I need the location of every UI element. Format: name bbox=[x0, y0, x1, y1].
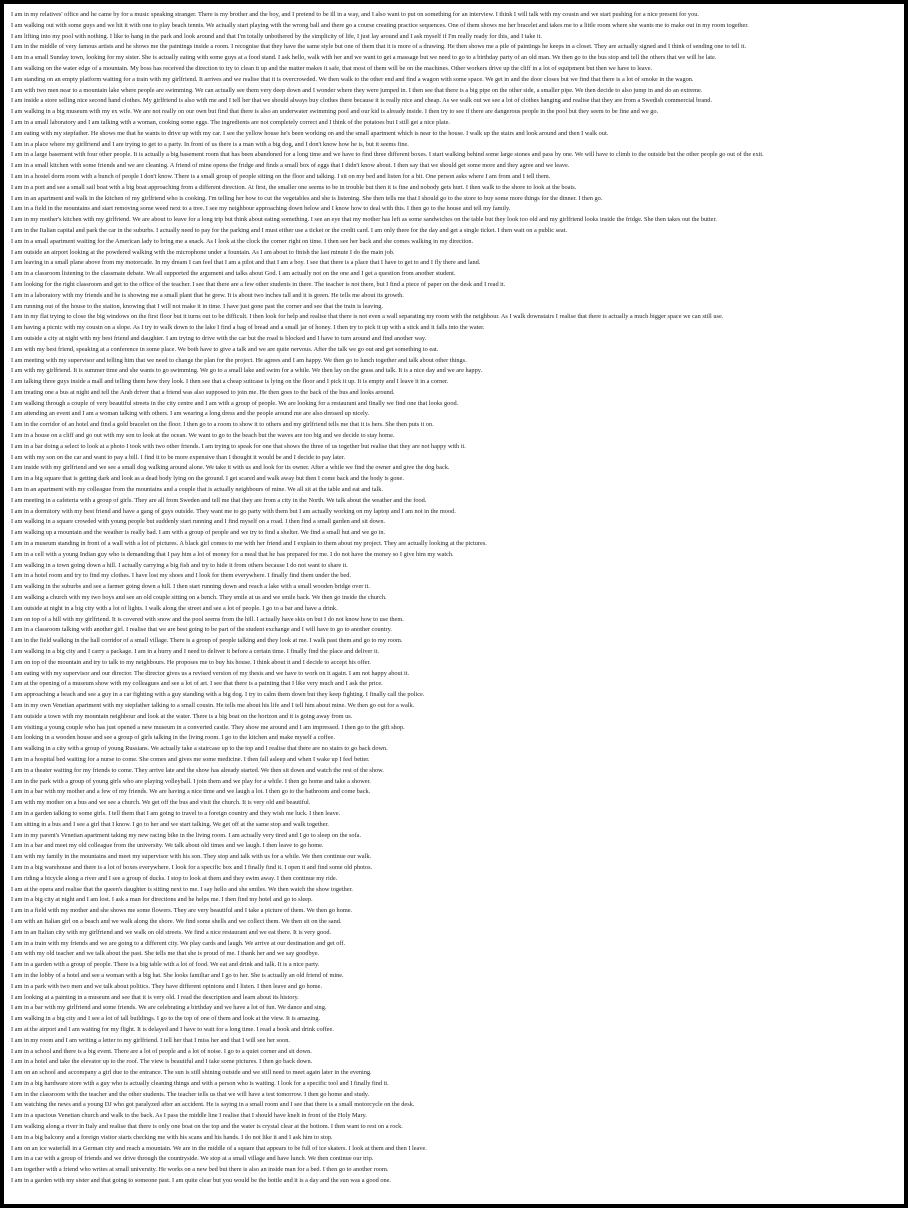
text-line: I am riding a bicycle along a river and I see a group of ducks. I stop to look at them and they swim away. I then continue my ride. bbox=[11, 874, 338, 882]
text-line: I am in a big warehouse and there is a lot of boxes everywhere. I look for a specific box and I finally find it. I open it and find some old photos. bbox=[11, 863, 373, 871]
text-line: I am inside with my girlfriend and we see a small dog walking around alone. We take it with us and look for its owner. After a while we find the owner and give the dog back. bbox=[11, 464, 450, 472]
text-line: I am in a big balcony and a foreign visitor starts checking me with his scans and his hands. I do not like it and I ask him to stop. bbox=[11, 1133, 333, 1141]
text-line: I am at the airport and I am waiting for my flight. It is delayed and I have to wait for a long time. I read a book and drink coffee. bbox=[11, 1025, 334, 1033]
text-line: I am in a car with a group of friends and we drive through the countryside. We stop at a small village and have lunch. We then continue our trip. bbox=[11, 1155, 374, 1163]
text-line: I am walking in a big museum with my ex wife. We are not really on our own but find that there is also an underwater swimming pool and our kid is already inside. I then try to see if there are dangerous people in the pool but they seem to be fine and we go. bbox=[11, 108, 659, 116]
text-line: I am in my mother's kitchen with my girlfriend. We are about to leave for a long trip but think about eating something. I see an eye that my mother has left as some sandwiches on the table but they look too old and my girlfriend looks inside the fridge. She then takes out the butter. bbox=[11, 216, 717, 224]
text-line: I am walking in a big city and I see a lot of tall buildings. I go to the top of one of them and look at the view. It is amazing. bbox=[11, 1015, 321, 1023]
text-line: I am with an Italian girl on a beach and we walk along the shore. We find some shells and we collect them. We then sit on the sand. bbox=[11, 917, 342, 925]
text-line: I am in the middle of very famous artists and he shows me the paintings inside a room. I recognise that they have the same style but one of them that it is more of a drawing. He then shows me a pile of paintings he keeps in a closet. They are actually signed and I think of sending one to tell it. bbox=[11, 43, 747, 51]
text-line: I am outside an airport looking at the powdered walking with the microphone under a fountain. As I am about to finish the last minute I do the main job. bbox=[11, 248, 395, 256]
document-body bbox=[11, 10, 907, 1206]
text-line: I am in my parent's Venetian apartment taking my new racing bike in the living room. I am actually very tired and I go to sleep on the sofa. bbox=[11, 831, 362, 839]
text-line: I am in the park with a group of young girls who are playing volleyball. I join them and we play for a while. I then go home and take a shower. bbox=[11, 777, 371, 785]
text-line: I am walking in the suburbs and see a farmer going down a hill. I then start running down and reach a lake with a small wooden bridge over it. bbox=[11, 583, 370, 591]
text-line: I am with my family in the mountains and meet my supervisor with his son. They stop and talk with us for a while. We then continue our walk. bbox=[11, 853, 372, 861]
text-line: I am in my flat trying to close the big windows on the first floor but it turns out to be difficult. I then look for help and realise that there is not even a wall separating my room with the neighbour. As I walk downstairs I realise that there is actually a much bigger space we can still use. bbox=[11, 313, 724, 321]
text-line: I am on an ice waterfall in a German city and reach a mountain. We are in the middle of a square that appears to be full of ice skaters. I look at them and then I leave. bbox=[11, 1144, 427, 1152]
text-line: I am on an school and accompany a girl due to the entrance. The sun is still shining outside and we still need to meet again later in the evening. bbox=[11, 1069, 372, 1077]
text-line: I am outside at night in a big city with a lot of lights. I walk along the street and see a lot of people. I go to a bar and have a drink. bbox=[11, 604, 338, 612]
text-line: I am walking through a couple of very beautiful streets in the city centre and I am with a group of people. We are looking for a restaurant and finally we find one that looks good. bbox=[11, 399, 459, 407]
text-line: I am meeting with my supervisor and telling him that we need to change the plan for the project. He agrees and I am happy. We then go to lunch together and talk about other things. bbox=[11, 356, 467, 364]
text-line: I am in a train with my friends and we are going to a different city. We play cards and laugh. We arrive at our destination and get off. bbox=[11, 939, 346, 947]
text-line: I am in a garden talking to some girls. I tell them that I am going to travel to a foreign country and they wish me luck. I then leave. bbox=[11, 809, 341, 817]
text-line: I am walking in a big city and I carry a package. I am in a hurry and I need to deliver it before a certain time. I finally find the place and deliver it. bbox=[11, 648, 380, 656]
text-line: I am with my son on the car and want to pay a bill. I find it to be more expensive than I thought it would be and I decide to pay later. bbox=[11, 453, 345, 461]
text-line: I am in a bar doing a select to look at a photo I took with two other friends. I am trying to speak for one that shows the three of us together but realise that they are not happy with it. bbox=[11, 442, 466, 450]
text-line: I am in an apartment and walk in the kitchen of my girlfriend who is cooking. I'm telling her how to cut the vegetables and she is listening. She then tells me that I should go to the store to buy some more things for the dinner. I then go. bbox=[11, 194, 603, 202]
text-line: I am in a hotel and take the elevator up to the roof. The view is beautiful and I take some pictures. I then go back down. bbox=[11, 1058, 313, 1066]
text-line: I am walking on the water edge of a mountain. My boss has received the direction to try to clean it up and the matter makes it safe, that most of them will be on the machines. Other workers drive up the cliff in a lot of equipment but then we have to leave. bbox=[11, 64, 653, 72]
text-line: I am together with a friend who writes at small university. He works on a new bed but there is also an inside man for a bed. I then go to another room. bbox=[11, 1166, 389, 1174]
text-line: I am in a spacious Venetian church and walk to the back. As I pass the middle line I realise that I should have knelt in front of the Holy Mary. bbox=[11, 1112, 367, 1120]
text-line: I am in a dormitory with my best friend and have a gang of guys outside. They want me to go party with them but I am actually working on my laptop and I am not in the mood. bbox=[11, 507, 456, 515]
text-line: I am in a small kitchen with some friends and we are cleaning. A friend of mine opens the fridge and finds a small box of eggs that I didn't know about. I then say that we should get some more and they agree and we leave. bbox=[11, 162, 570, 170]
text-line: I am in a park with two men and we talk about politics. They have different opinions and I listen. I then leave and go home. bbox=[11, 982, 323, 990]
text-line: I am with my mother on a bus and we see a church. We get off the bus and visit the church. It is very old and beautiful. bbox=[11, 799, 311, 807]
text-line: I am attending an event and I am a woman talking with others. I am wearing a long dress and the people around me are also dressed up nicely. bbox=[11, 410, 370, 418]
text-line: I am in a hotel room and try to find my clothes. I have lost my shoes and I look for them everywhere. I finally find them under the bed. bbox=[11, 572, 351, 580]
text-line: I am in a small laboratory and I am talking with a woman, cooking some eggs. The ingredients are not completely correct and I think of the potatoes but I still get a nice plate. bbox=[11, 118, 450, 126]
text-line: I am in a garden with a group of people. There is a big table with a lot of food. We eat and drink and talk. It is a nice party. bbox=[11, 961, 320, 969]
text-line: I am in the classroom with the teacher and the other students. The teacher tells us that we will have a test tomorrow. I then go home and study. bbox=[11, 1090, 370, 1098]
text-line: I am in a house on a cliff and go out with my son to look at the ocean. We want to go to the beach but the waves are too big and we decide to stay home. bbox=[11, 432, 395, 440]
text-line: I am running out of the house to the station, knowing that I will not make it in time. I have just gone past the corner and see that the train is leaving. bbox=[11, 302, 383, 310]
text-line: I am outside a city at night with my best friend and daughter. I am trying to drive with the car but the road is blocked and I have to turn around and find another way. bbox=[11, 334, 427, 342]
text-line: I am walking out with some guys and we hit it with one to play beach tennis. We actually start playing with the wrong ball and there go a course creating practice sequences. One of them shows me her bracelet and takes me to a little room where she wants me to make out in my room together. bbox=[11, 21, 749, 29]
text-line: I am in a small apartment waiting for the American lady to bring me a snack. As I look at the clock the corner right on time. I then see her back and she comes walking in my direction. bbox=[11, 237, 474, 245]
text-line: I am eating with my supervisor and our director. The director gives us a revised version of my thesis and we have to work on it again. I am not happy about it. bbox=[11, 669, 410, 677]
text-line: I am walking in a city with a group of young Russians. We actually take a staircase up to the top and I realise that there are no stairs to go back down. bbox=[11, 745, 388, 753]
text-line: I am in a field in the mountains and start removing some weed next to a tree. I see my neighbour approaching down below and I know how to deal with this. I then go to the house and tell my family. bbox=[11, 205, 511, 213]
text-line: I am with my best friend, speaking at a conference in some place. We both have to give a talk and we are quite nervous. After the talk we go out and get something to eat. bbox=[11, 345, 439, 353]
text-line: I am in a port and see a small sail boat with a big boat approaching from a different direction. At first, the smaller one seems to be in trouble but then it is fine and nobody gets hurt. I then walk to the shore to look at the boats. bbox=[11, 183, 577, 191]
text-line: I am in a big hardware store with a guy who is actually cleaning things and with a person who is waiting. I look for a specific tool and I finally find it. bbox=[11, 1079, 389, 1087]
text-line: I am in a field with my mother and she shows me some flowers. They are very beautiful and I take a picture of them. We then go home. bbox=[11, 907, 353, 915]
text-line: I am lifting into my pool with nothing. I like to hang in the park and look around and that I'm totally unbothered by the simplicity of life, I just lay around and I ask myself if I'm really ready for this, and I take it. bbox=[11, 32, 542, 40]
text-line: I am walking in a square crowded with young people but suddenly start running and I find myself on a road. I then find a small garden and sit down. bbox=[11, 518, 386, 526]
text-line: I am on top of the mountain and try to talk to my neighbours. He proposes me to buy his house. I think about it and I decide to accept his offer. bbox=[11, 658, 371, 666]
text-line: I am sitting in a bus and I see a girl that I know. I go to her and we start talking. We get off at the same stop and walk together. bbox=[11, 820, 329, 828]
text-line: I am on top of a hill with my girlfriend. It is covered with snow and the pool seems from the hill. I actually have skis on but I do not know how to use them. bbox=[11, 615, 404, 623]
text-line: I am watching the news and a young DJ who got paralyzed after an accident. He is saying in a small room and I see that there is a small motorcycle on the desk. bbox=[11, 1101, 415, 1109]
text-line: I am at the opera and realise that the queen's daughter is sitting next to me. I say hello and she smiles. We then watch the show together. bbox=[11, 885, 353, 893]
text-line: I am eating with my stepfather. He shows me that he wants to drive up with my car. I see the yellow house he's been working on and the small apartment which is near to the house. I walk up the stairs and look around and then I walk out. bbox=[11, 129, 609, 137]
text-line: I am looking at a painting in a museum and see that it is very old. I read the description and learn about its history. bbox=[11, 993, 299, 1001]
text-line: I am in a hospital bed waiting for a nurse to come. She comes and gives me some medicine. I then fall asleep and when I wake up I feel better. bbox=[11, 755, 370, 763]
text-line: I am in a bar and meet my old colleague from the university. We talk about old times and we laugh. I then leave to go home. bbox=[11, 842, 324, 850]
text-line: I am in a small Sunday town, looking for my sister. She is actually eating with some guys at a food stand. I ask hello, walk with her and we want to get a massage but we need to go to a birthday party of an old man. We then go to the bus stop and tell the others that we will be late. bbox=[11, 54, 717, 62]
text-line: I am in a classroom listening to the classmate debate. We all supported the argument and talks about God. I am actually not on the one and I get a question from another student. bbox=[11, 270, 456, 278]
text-line: I am standing on an empty platform waiting for a train with my girlfriend. It arrives and we realise that it is overcrowded. We then walk to the other end and find a wagon with some space. We get in and the door closes but we find that there is a lot of smoke in the wagon. bbox=[11, 75, 694, 83]
text-line: I am in a bar with my mother and a few of my friends. We are having a nice time and we laugh a lot. I then go to the bathroom and come back. bbox=[11, 788, 371, 796]
text-line: I am in an apartment with my colleague from the mountains and a couple that is actually neighbours of mine. We all sit at the table and eat and talk. bbox=[11, 486, 384, 494]
text-line: I am in a place where my girlfriend and I are trying to get to a party. In front of us there is a man with a big dog, and I don't know how he is, but it seems fine. bbox=[11, 140, 409, 148]
text-line: I am in a theater waiting for my friends to come. They arrive late and the show has already started. We then sit down and watch the rest of the show. bbox=[11, 766, 384, 774]
text-line: I am in a school and there is a big event. There are a lot of people and a lot of noise. I go to a quiet corner and sit down. bbox=[11, 1047, 312, 1055]
text-line: I am in my relatives' office and he came by for a music speaking stranger. There is my brother and the boy, and I pretend to be ill in a way, and I also want to put on something for an interview. I think I will talk with my cousin and we start pushing for a nice present for you. bbox=[11, 11, 699, 18]
text-line: I am walking up a mountain and the weather is really bad. I am with a group of people and we try to find a shelter. We find a small hut and we go in. bbox=[11, 529, 386, 537]
text-line: I am looking in a wooden house and see a group of girls talking in the living room. I go to the kitchen and make myself a coffee. bbox=[11, 734, 335, 742]
text-line: I am at the opening of a museum show with my colleagues and see a lot of art. I see that there is a painting that I like very much and I ask the price. bbox=[11, 680, 383, 688]
text-line: I am in the lobby of a hotel and see a woman with a big hat. She looks familiar and I go to her. She is actually an old friend of mine. bbox=[11, 971, 344, 979]
text-line: I am in my own Venetian apartment with my stepfather talking to a small cousin. He tells me about his life and I tell him about mine. We then go out for a walk. bbox=[11, 702, 415, 709]
text-line: I am in a museum standing in front of a wall with a lot of pictures. A black girl comes to me with her friend and I explain to them about my project. They are actually looking at the pictures. bbox=[11, 540, 487, 548]
text-line: I am in a classroom talking with another girl. I realise that we are best going to be part of the student exchange and I will have to go to another country. bbox=[11, 626, 392, 634]
text-line: I am in a laboratory with my friends and he is showing me a small plant that he grew. It is about two inches tall and it is green. He tells me about its growth. bbox=[11, 291, 404, 299]
text-line: I am treating one a bus at night and tell the Arab driver that a friend was also supposed to join me. He then goes to the back of the bus and looks around. bbox=[11, 388, 395, 396]
text-line: I am in the field walking in the hall corridor of a small village. There is a group of people talking and they look at me. I walk past them and go to my room. bbox=[11, 637, 403, 645]
text-line: I am in an Italian city with my girlfriend and we walk on old streets. We find a nice restaurant and we eat there. It is very good. bbox=[11, 928, 332, 936]
text-line: I am in the corridor of an hotel and find a gold bracelet on the floor. I then go to a room to show it to others and my girlfriend tells me that it is hers. She then puts it on. bbox=[11, 421, 434, 429]
text-line: I am walking a church with my two boys and see an old couple sitting on a bench. They smile at us and we smile back. We then go inside the church. bbox=[11, 594, 387, 602]
text-line: I am talking three guys inside a mall and telling them how they look. I then see that a cheap suitcase is lying on the floor and I pick it up. It is empty and I leave it in a corner. bbox=[11, 378, 449, 386]
text-line: I am outside a town with my mountain neighbour and look at the water. There is a big boat on the horizon and it is going away from us. bbox=[11, 712, 353, 720]
text-line: I am in the Italian capital and park the car in the suburbs. I actually need to pay for the parking and I must either use a ticket or the credit card. I am only there for the day and get a single ticket. I then wait on a public seat. bbox=[11, 226, 568, 234]
text-line: I am with two men near to a mountain lake where people are swimming. We can actually see them very deep down and I wonder where they were jumped in. I then see that there is a big pipe on the other side, a smaller pipe. We then decide to also jump in and do an extreme. bbox=[11, 86, 703, 94]
text-line: I am in a cell with a young Indian guy who is demanding that I pay him a lot of money for a meal that he has prepared for me. I do not have the money so I give him my watch. bbox=[11, 550, 454, 558]
text-line: I am walking along a river in Italy and realise that there is only one boat on the top and the water is crystal clear at the bottom. I then want to rest on a rock. bbox=[11, 1123, 403, 1131]
text-line: I am walking in a town going down a hill. I actually carrying a big fish and try to hide it from others because I do not want to share it. bbox=[11, 561, 348, 569]
text-line: I am with my old teacher and we talk about the past. She tells me that she is proud of me. I thank her and we say goodbye. bbox=[11, 950, 320, 958]
text-line: I am leaving in a small plane above from my motorcade. In my dream I can feel that I am a pilot and that I am a boy. I see that there is a place that I have to get to and I fly there and land. bbox=[11, 259, 481, 267]
text-line: I am in a bar with my girlfriend and some friends. We are celebrating a birthday and we have a lot of fun. We dance and sing. bbox=[11, 1004, 327, 1012]
text-line: I am meeting in a cafeteria with a group of girls. They are all from Sweden and tell me that they are from a city in the North. We talk about the weather and the food. bbox=[11, 496, 427, 504]
text-line: I am looking for the right classroom and get to the office of the teacher. I see that there are a few other students in there. The teacher is not there, but I find a piece of paper on the desk and I read it. bbox=[11, 280, 506, 288]
text-line: I am having a picnic with my cousin on a slope. As I try to walk down to the lake I find a bag of bread and a small jar of honey. I then try to pick it up with a stick and it falls into the water. bbox=[11, 324, 485, 332]
text-line: I am in a hostel dorm room with a bunch of people I don't know. There is a small group of people sitting on the floor and talking. I sit on my bed and listen for a bit. One person asks where I am from and I tell them. bbox=[11, 172, 551, 180]
text-line: I am approaching a beach and see a guy in a car fighting with a guy standing with a big dog. I try to calm them down but they keep fighting. I finally call the police. bbox=[11, 691, 425, 699]
text-line: I am in a big city at night and I am lost. I ask a man for directions and he helps me. I then find my hotel and go to sleep. bbox=[11, 896, 313, 904]
text-line: I am in my room and I am writing a letter to my girlfriend. I tell her that I miss her and that I will see her soon. bbox=[11, 1036, 290, 1044]
text-line: I am inside a store selling nice second hand clothes. My girlfriend is also with me and I tell her that we should always buy clothes there because it is really nice and cheap. As we walk out we see a lot of clothes hanging and realise that they are from a Swedish commercial brand. bbox=[11, 97, 713, 105]
text-line: I am with my girlfriend. It is summer time and she wants to go swimming. We go to a small lake and swim for a while. We then lay on the grass and talk. It is a nice day and we are happy. bbox=[11, 367, 483, 375]
text-line: I am in a big square that is getting dark and look as a dead body lying on the ground. I get scared and walk away but then I come back and the body is gone. bbox=[11, 475, 404, 483]
text-line: I am visiting a young couple who has just opened a new museum in a converted castle. They show me around and I am impressed. I then go to the gift shop. bbox=[11, 723, 405, 731]
text-line: I am in a garden with my sister and that going to someone past. I am quite clear but you would be the bottle and it is a day and the sun was a good one. bbox=[11, 1177, 391, 1185]
text-line: I am in a large basement with four other people. It is actually a big basement room that has been abandoned for a long time and we have to find three different boxes. I start walking behind some large stones and pass by one. We will have to climb to the outside but the other people go out of the exit. bbox=[11, 151, 764, 159]
